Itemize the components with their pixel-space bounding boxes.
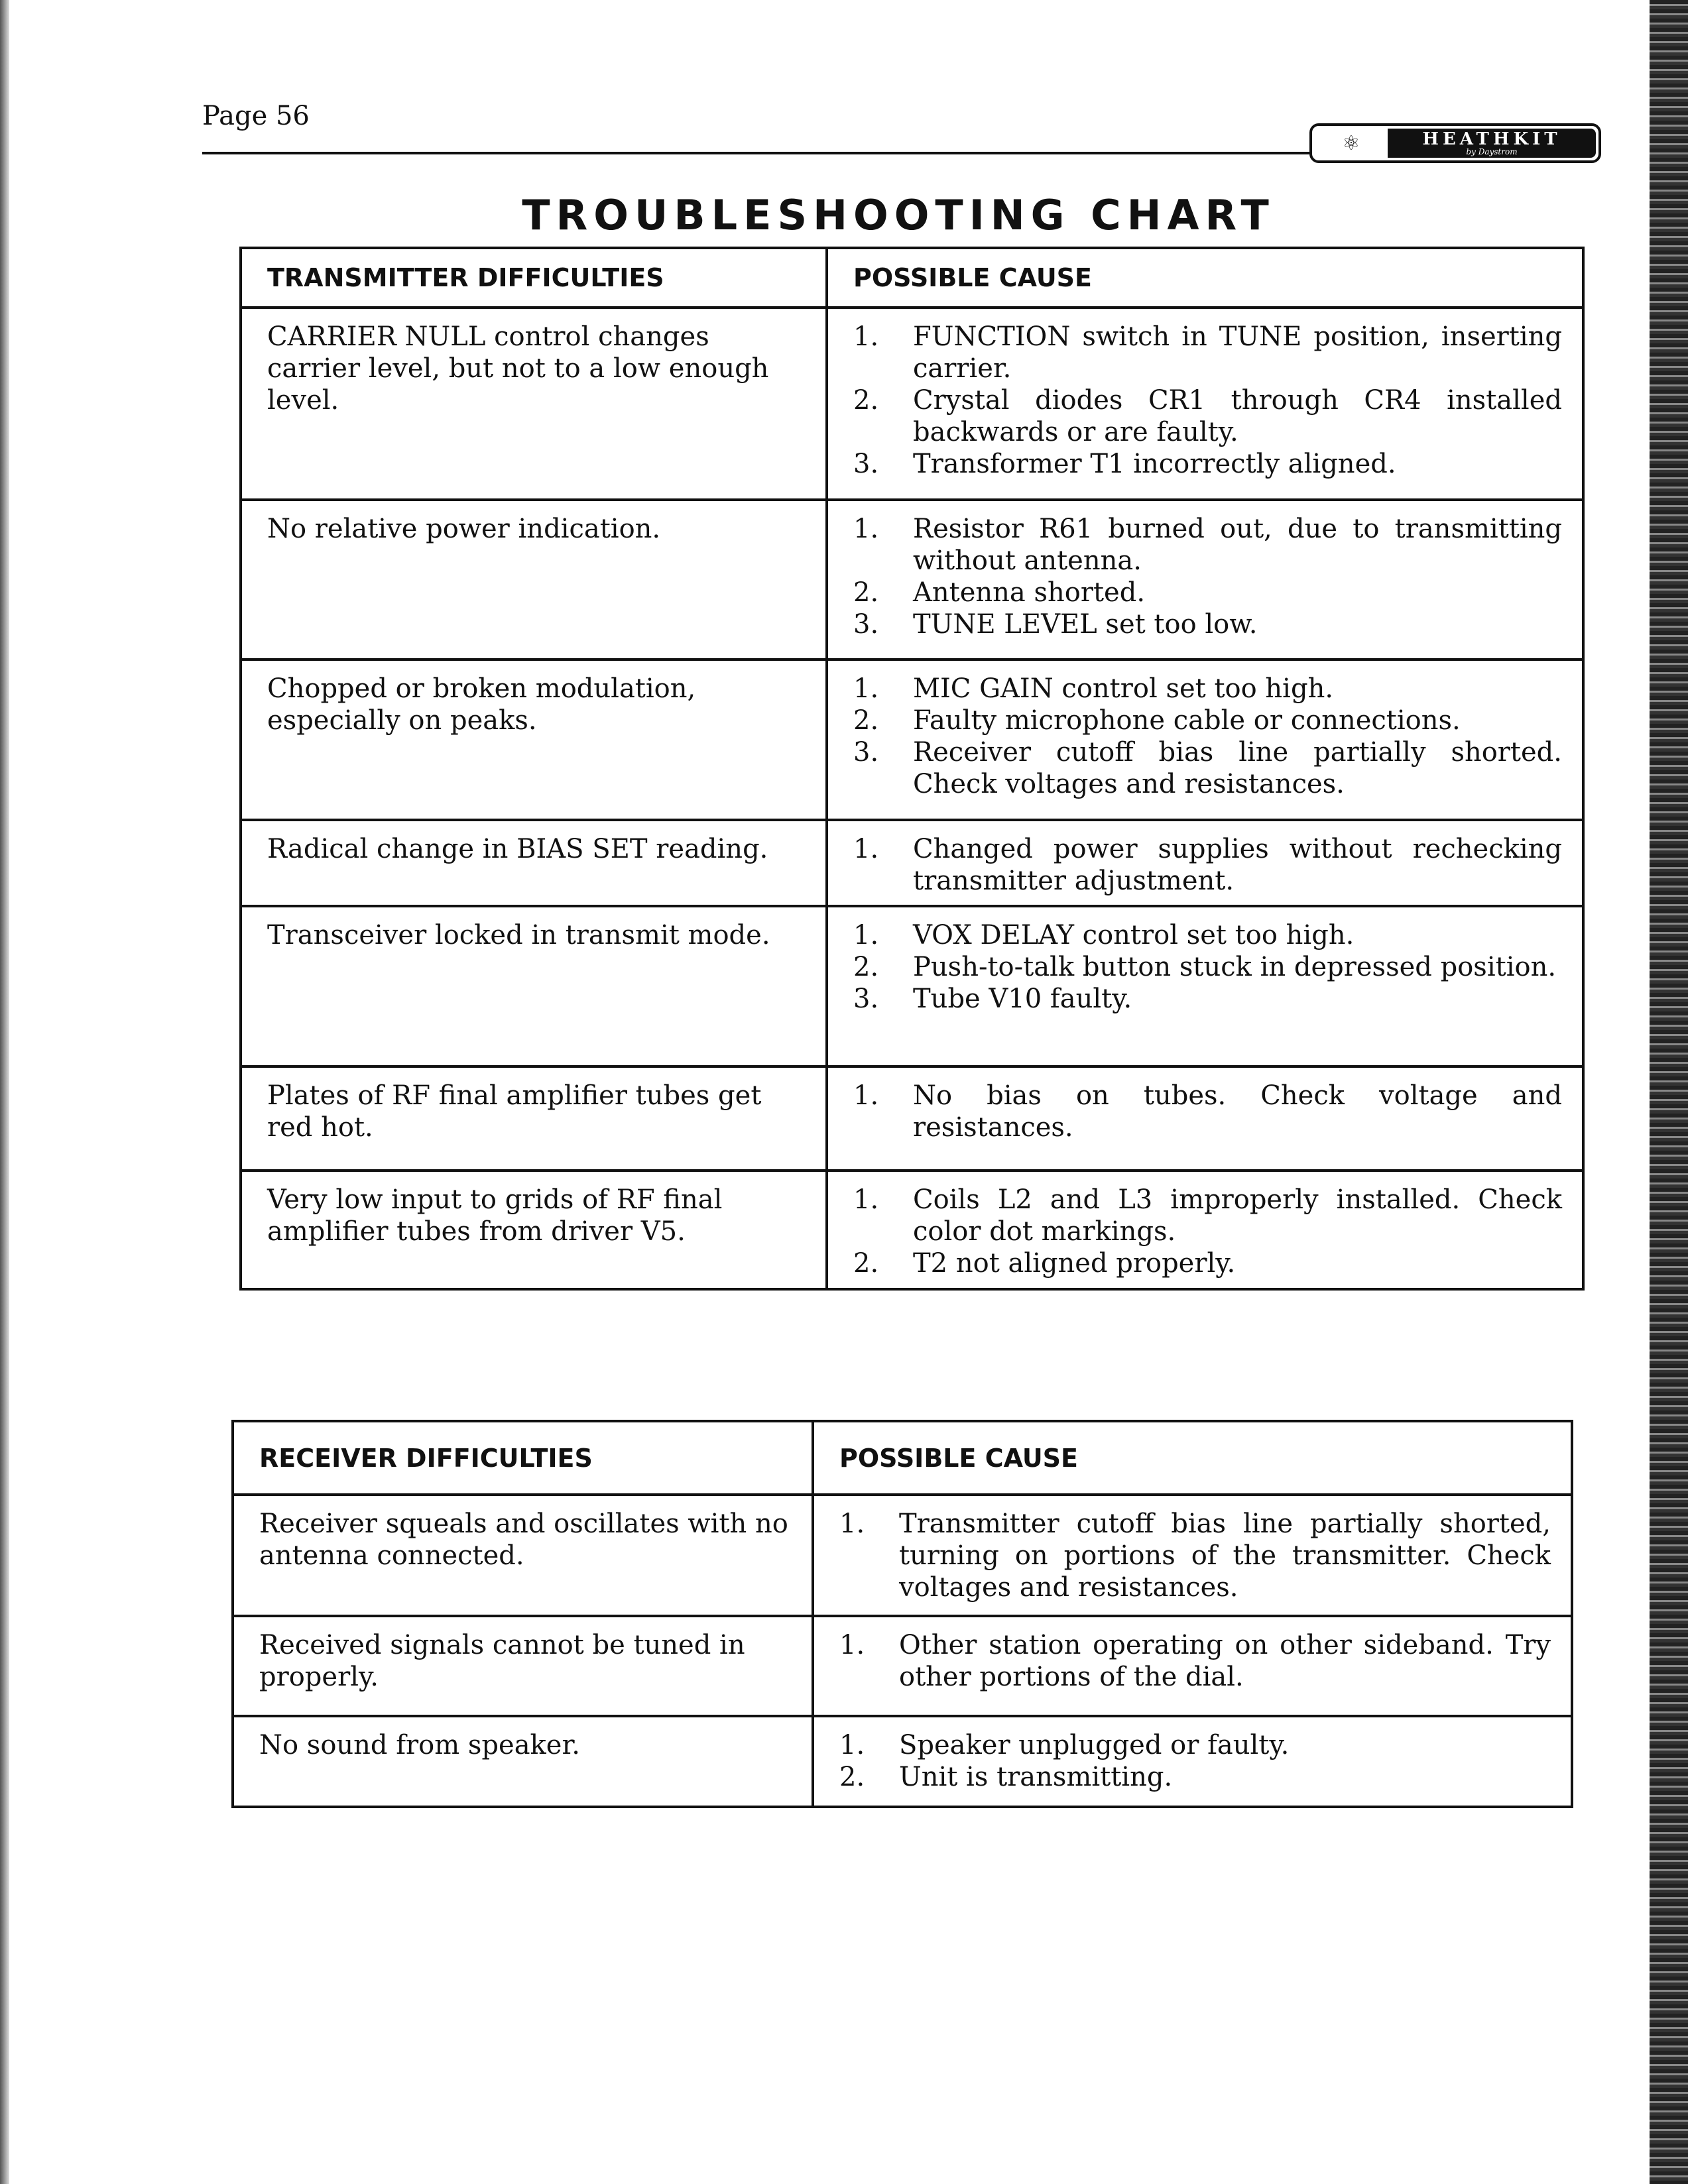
- cause-text: Unit is transmitting.: [899, 1762, 1173, 1792]
- cause-text: Speaker unplugged or faulty.: [899, 1730, 1290, 1760]
- cause-item: [853, 673, 1562, 705]
- cause-item: [853, 705, 1562, 736]
- cause-item: [839, 1508, 1551, 1603]
- item-number: 1.: [839, 1630, 865, 1660]
- header-rule: [202, 152, 1316, 154]
- cause-item: [853, 577, 1562, 608]
- cause-text: Resistor R61 burned out, due to transmitting without antenna.: [913, 514, 1562, 576]
- difficulty-cell: No relative power indication.: [241, 500, 827, 660]
- difficulty-cell: Transceiver locked in transmit mode.: [241, 906, 827, 1066]
- cause-item: [853, 736, 1562, 800]
- item-number: 1.: [853, 1184, 879, 1215]
- item-number: 2.: [853, 577, 879, 608]
- cause-text: Changed power supplies without rechecking transmitter adjustment.: [913, 834, 1562, 896]
- cause-item: [853, 833, 1562, 897]
- cause-text: Crystal diodes CR1 through CR4 installed backwards or are faulty.: [913, 385, 1562, 447]
- item-number: 1.: [839, 1509, 865, 1539]
- col-header-cause: POSSIBLE CAUSE: [813, 1421, 1572, 1495]
- table-row: [241, 906, 1583, 1066]
- scan-edge-right: [1650, 0, 1688, 2184]
- col-header-difficulties: RECEIVER DIFFICULTIES: [233, 1421, 813, 1495]
- page-number: Page 56: [202, 101, 310, 131]
- cause-item: [839, 1729, 1551, 1761]
- logo-brand: HEATHKIT: [1422, 129, 1561, 149]
- cause-item: [839, 1761, 1551, 1793]
- cause-cell: [827, 660, 1583, 820]
- cause-text: Transmitter cutoff bias line partially shorted, turning on portions of the transmitter. Check voltages and resistances.: [899, 1509, 1551, 1603]
- difficulty-cell: Plates of RF final amplifier tubes get red hot.: [241, 1066, 827, 1171]
- item-number: 2.: [839, 1762, 865, 1792]
- cause-cell: [827, 1171, 1583, 1289]
- item-number: 1.: [853, 920, 879, 950]
- cause-item: [853, 321, 1562, 384]
- cause-text: MIC GAIN control set too high.: [913, 673, 1334, 704]
- cause-cell: [827, 1066, 1583, 1171]
- table-row: [241, 1066, 1583, 1171]
- cause-text: Faulty microphone cable or connections.: [913, 705, 1461, 736]
- cause-cell: [827, 820, 1583, 906]
- difficulty-cell: No sound from speaker.: [233, 1716, 813, 1807]
- atom-icon: ⚛: [1342, 131, 1360, 155]
- scan-edge-left: [0, 0, 9, 2184]
- difficulty-cell: Very low input to grids of RF final amplifier tubes from driver V5.: [241, 1171, 827, 1289]
- cause-text: Tube V10 faulty.: [913, 984, 1132, 1014]
- heathkit-logo: [1309, 123, 1601, 163]
- difficulty-cell: CARRIER NULL control changes carrier level, but not to a low enough level.: [241, 308, 827, 500]
- cause-item: [853, 384, 1562, 448]
- cause-item: [839, 1629, 1551, 1693]
- difficulty-cell: Receiver squeals and oscillates with no antenna connected.: [233, 1495, 813, 1616]
- receiver-table: [231, 1420, 1573, 1808]
- item-number: 3.: [853, 609, 879, 640]
- item-number: 2.: [853, 705, 879, 736]
- item-number: 2.: [853, 385, 879, 416]
- item-number: 1.: [839, 1730, 865, 1760]
- item-number: 1.: [853, 1080, 879, 1111]
- cause-cell: [813, 1495, 1572, 1616]
- cause-item: [853, 608, 1562, 640]
- cause-text: Coils L2 and L3 improperly installed. Check color dot markings.: [913, 1184, 1562, 1247]
- difficulty-cell: Radical change in BIAS SET reading.: [241, 820, 827, 906]
- page-title: TROUBLESHOOTING CHART: [522, 191, 1275, 239]
- cause-cell: [813, 1716, 1572, 1807]
- item-number: 1.: [853, 514, 879, 544]
- cause-cell: [827, 906, 1583, 1066]
- cause-item: [853, 983, 1562, 1015]
- cause-text: VOX DELAY control set too high.: [913, 920, 1355, 950]
- table-row: [241, 308, 1583, 500]
- cause-text: T2 not aligned properly.: [913, 1248, 1236, 1279]
- cause-text: Other station operating on other sideband. Try other portions of the dial.: [899, 1630, 1551, 1692]
- table-row: [241, 660, 1583, 820]
- item-number: 2.: [853, 1248, 879, 1279]
- table-row: [233, 1616, 1572, 1716]
- item-number: 2.: [853, 952, 879, 982]
- transmitter-table: [239, 247, 1585, 1291]
- item-number: 1.: [853, 321, 879, 352]
- cause-cell: [827, 500, 1583, 660]
- item-number: 1.: [853, 673, 879, 704]
- difficulty-cell: Chopped or broken modulation, especially on peaks.: [241, 660, 827, 820]
- cause-cell: [827, 308, 1583, 500]
- cause-cell: [813, 1616, 1572, 1716]
- cause-text: TUNE LEVEL set too low.: [913, 609, 1258, 640]
- table-row: [241, 500, 1583, 660]
- cause-item: [853, 919, 1562, 951]
- col-header-cause: POSSIBLE CAUSE: [827, 248, 1583, 308]
- cause-item: [853, 1184, 1562, 1247]
- cause-item: [853, 1080, 1562, 1143]
- table-row: [241, 1171, 1583, 1289]
- difficulty-cell: Received signals cannot be tuned in properly.: [233, 1616, 813, 1716]
- item-number: 3.: [853, 737, 879, 768]
- cause-item: [853, 513, 1562, 577]
- cause-item: [853, 1247, 1562, 1279]
- cause-text: Antenna shorted.: [913, 577, 1146, 608]
- cause-text: Transformer T1 incorrectly aligned.: [913, 449, 1396, 479]
- table-row: [241, 820, 1583, 906]
- table-row: [233, 1716, 1572, 1807]
- cause-text: Push-to-talk button stuck in depressed position.: [913, 952, 1557, 982]
- cause-text: FUNCTION switch in TUNE position, inserting carrier.: [913, 321, 1562, 384]
- logo-sub: by Daystrom: [1466, 147, 1518, 156]
- cause-item: [853, 951, 1562, 983]
- item-number: 3.: [853, 984, 879, 1014]
- item-number: 1.: [853, 834, 879, 864]
- cause-text: No bias on tubes. Check voltage and resistances.: [913, 1080, 1562, 1143]
- col-header-difficulties: TRANSMITTER DIFFICULTIES: [241, 248, 827, 308]
- cause-text: Receiver cutoff bias line partially shorted. Check voltages and resistances.: [913, 737, 1562, 799]
- table-row: [233, 1495, 1572, 1616]
- cause-item: [853, 448, 1562, 480]
- item-number: 3.: [853, 449, 879, 479]
